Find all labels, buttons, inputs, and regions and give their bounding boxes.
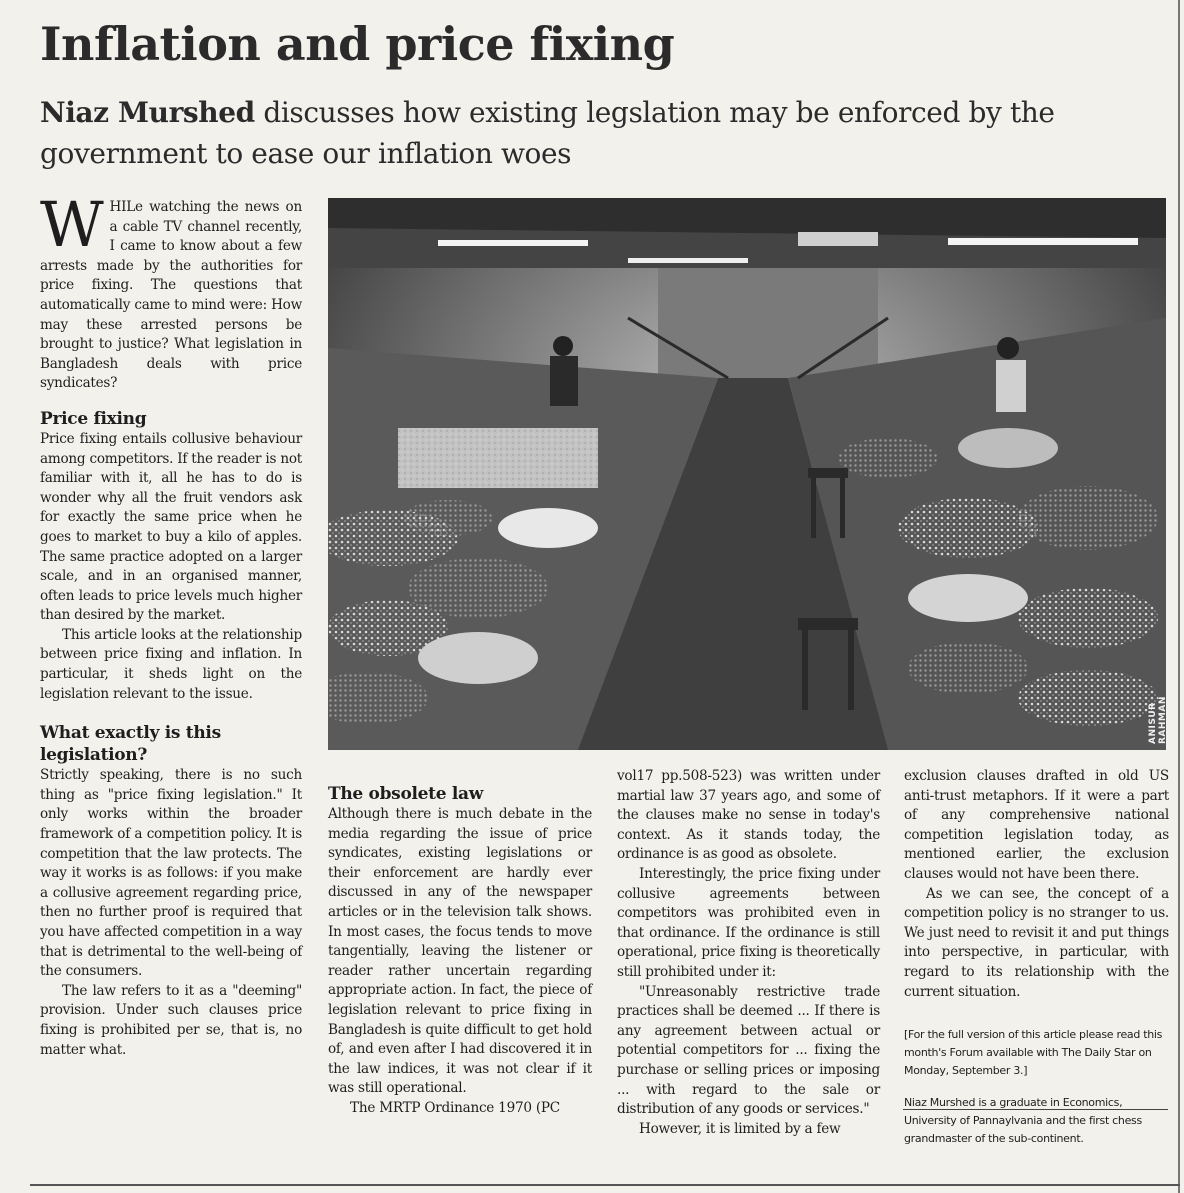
subhead-obsolete-law: The obsolete law bbox=[328, 784, 484, 804]
paragraph: As we can see, the concept of a competition policy is no stranger to us. We just need to revisit it and put things into perspective, in particular, with regard to its relationship with the current situation. bbox=[904, 885, 1169, 1000]
drop-cap: W bbox=[40, 188, 104, 261]
paragraph: Although there is much debate in the media regarding the issue of price syndicates, existing legislations or their enforcement are hardly ever discussed in any of the newspaper articles or in the television talk shows. In most cases, the focus tends to move tangentially, leaving the listener or reader rather uncertain regarding appropriate action. In fact, the piece of legislation relevant to price fixing in Bangladesh is quite difficult to get hold of, and even after I had discovered it in the law indices, it was not clear if it was still operational. bbox=[328, 806, 592, 1097]
paragraph: This article looks at the relationship between price fixing and inflation. In particular, it sheds light on the legislation relevant to the issue. bbox=[40, 626, 302, 702]
bio-divider bbox=[903, 1109, 1168, 1110]
quote-paragraph: "Unreasonably restrictive trade practices shall be deemed ... If there is any agreement between actual or potential competitors for ... fixing the purchase or selling prices or imposing ... with regard to the sale or distribution of any goods or services." bbox=[617, 983, 880, 1118]
paragraph: However, it is limited by a few bbox=[639, 1120, 841, 1137]
lead-paragraph bbox=[40, 188, 302, 394]
deck bbox=[40, 92, 1175, 174]
paragraph: Strictly speaking, there is no such thing as "price fixing legislation." It only works within the broader framework of a competition policy. It is competition that the law protects. The way it works is as follows: if you make a collusive agreement regarding price, then no further proof is required that you have affected competition in a way that is detrimental to the well-being of the consumers. bbox=[40, 767, 302, 980]
headline: Inflation and price fixing bbox=[40, 17, 675, 71]
forum-note: [For the full version of this article please read this month's Forum available with The Daily Star on Monday, September 3.] bbox=[904, 1028, 1163, 1078]
paragraph: vol17 pp.508-523) was written under martial law 37 years ago, and some of the clauses make no sense in today's context. As it stands today, the ordinance is as good as obsolete. bbox=[617, 768, 880, 863]
column-1 bbox=[40, 188, 302, 1060]
column-4 bbox=[904, 767, 1169, 1148]
lead-text: HILe watching the news on a cable TV channel recently, I came to know about a few arrests made by the authorities for price fixing. The questions that automatically came to mind were: How may these arrested persons be brought to justice? What legislation in Bangladesh deals with price syndicates? bbox=[40, 199, 302, 392]
author-bio: Niaz Murshed is a graduate in Economics, University of Pannaylvania and the first chess grandmaster of the sub-continent. bbox=[904, 1096, 1142, 1146]
paragraph: Interestingly, the price fixing under collusive agreements between competitors was prohibited even in that ordinance. If the ordinance is still operational, price fixing is theoretically still prohibited under it: bbox=[617, 865, 880, 980]
paragraph: The law refers to it as a "deeming" provision. Under such clauses price fixing is prohibited per se, that is, no matter what. bbox=[40, 982, 302, 1058]
column-rule bbox=[1178, 0, 1180, 1193]
market-photo-image bbox=[328, 198, 1166, 750]
paragraph: exclusion clauses drafted in old US anti-trust metaphors. If it were a part of any comprehensive national competition legislation today, as mentioned earlier, the exclusion clauses would not have been there. bbox=[904, 768, 1169, 882]
subhead-legislation: What exactly is this legislation? bbox=[40, 723, 221, 766]
subhead-price-fixing: Price fixing bbox=[40, 408, 147, 429]
deck-text: discusses how existing legslation may be enforced by the government to ease our inflation woes bbox=[40, 96, 1055, 170]
paragraph: Price fixing entails collusive behaviour among competitors. If the reader is not familiar with it, all he has to do is wonder why all the fruit vendors ask for exactly the same price when he goes to market to buy a kilo of apples. The same practice adopted on a larger scale, and in an organised manner, often leads to price levels much higher than desired by the market. bbox=[40, 430, 302, 624]
deck-author: Niaz Murshed bbox=[40, 96, 255, 129]
column-3 bbox=[617, 767, 880, 1139]
paragraph: The MRTP Ordinance 1970 (PC bbox=[350, 1099, 560, 1116]
market-photo bbox=[328, 198, 1166, 750]
photo-credit: ANISUR RAHMAN bbox=[1148, 696, 1168, 744]
bottom-rule bbox=[30, 1184, 1180, 1186]
column-2 bbox=[328, 783, 592, 1119]
